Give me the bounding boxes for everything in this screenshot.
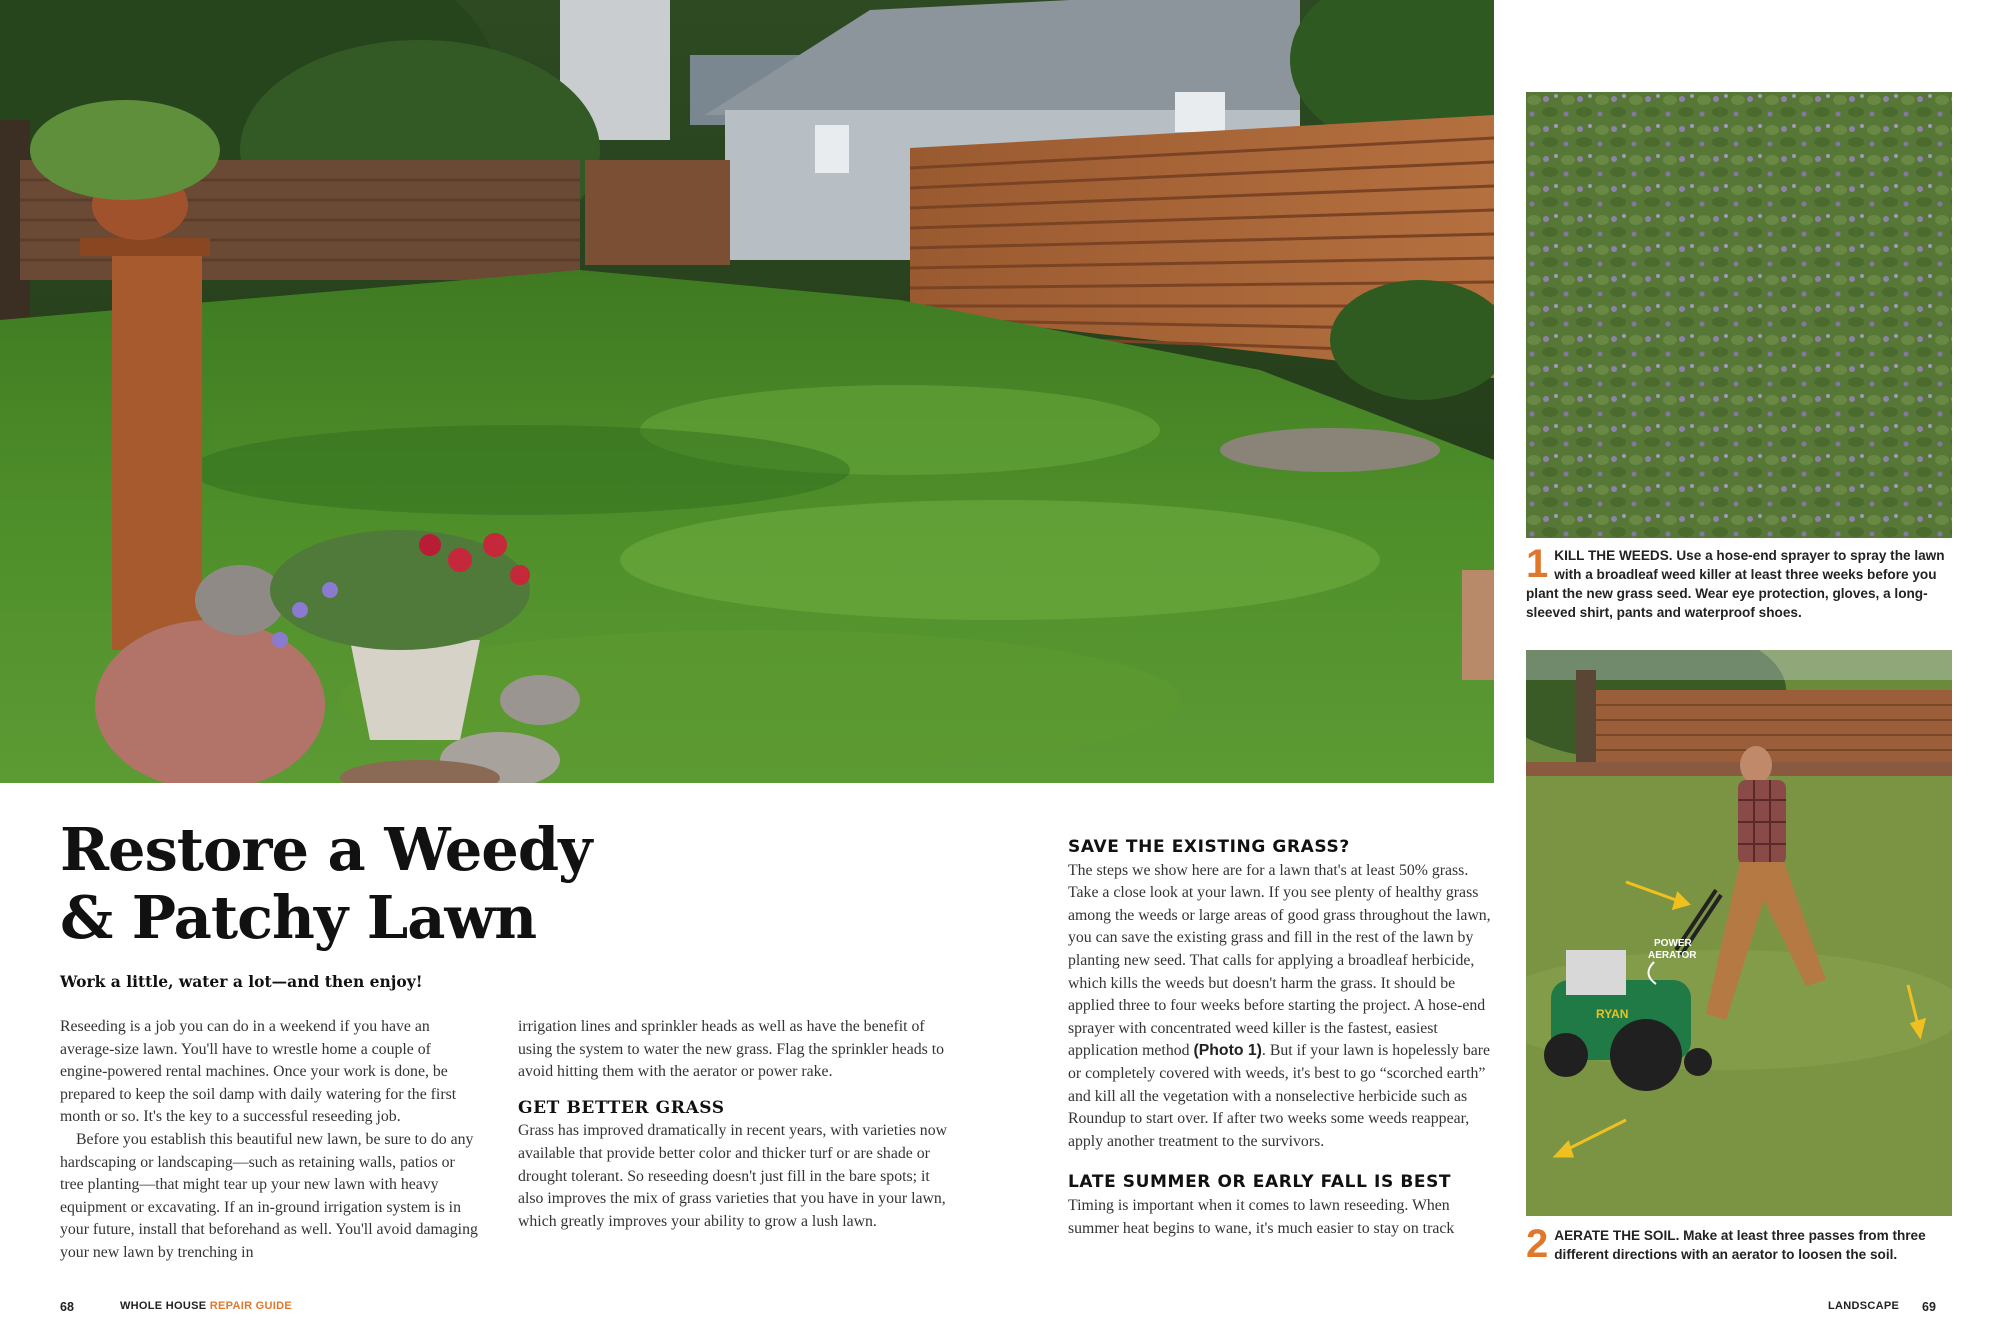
title-line-2: & Patchy Lawn <box>60 883 537 952</box>
caption-2-text: Make at least three passes from three different directions with an aerator to loosen the soil. <box>1554 1228 1926 1262</box>
body-paragraph <box>1068 860 1498 1154</box>
body-paragraph: Reseeding is a job you can do in a weekend if you have an average-size lawn. You'll have to wrestle home a couple of engine-powered rental machines. Once your work is done, be prepared to keep the soil damp with daily watering for the first month or so. It's the key to a successful reseeding job. <box>60 1018 457 1126</box>
page-number-left: 68 <box>60 1300 74 1314</box>
article-subtitle: Work a little, water a lot—and then enjoy! <box>60 972 423 991</box>
body-text: . But if your lawn is hopelessly bare or completely covered with weeds, it's best to go “scorched earth” and kill all the vegetation with a nonselective herbicide such as Roundup to start over. If after two weeks some weeds reappear, apply another treatment to the survivors. <box>1068 1042 1491 1150</box>
publication-main: WHOLE HOUSE <box>120 1300 210 1312</box>
aerator-photo <box>1526 650 1952 1216</box>
body-paragraph: Before you establish this beautiful new lawn, be sure to do any hardscaping or landscaping—such as retaining walls, patios or tree planting—that might tear up your new lawn with heavy equipment or excavating. If an in-ground irrigation system is in your future, install that beforehand as well. You'll avoid damaging your new lawn by trenching in <box>60 1130 478 1261</box>
title-line-1: Restore a Weedy <box>60 815 592 884</box>
photo-reference: (Photo 1) <box>1193 1042 1262 1060</box>
hero-backyard-photo <box>0 0 1494 783</box>
photo-1-caption <box>1526 542 1956 622</box>
caption-2-lead: AERATE THE SOIL. <box>1554 1228 1680 1243</box>
body-column-3 <box>1068 836 1498 1240</box>
section-heading-late-summer: LATE SUMMER OR EARLY FALL IS BEST <box>1068 1172 1452 1193</box>
weeds-closeup-photo <box>1526 92 1952 538</box>
body-text: The steps we show here are for a lawn that's at least 50% grass. Take a close look at your lawn. If you see plenty of healthy grass among the weeds or large areas of good grass throughout the lawn, you can save the existing grass and fill in the rest of the lawn by planting new seed. That calls for applying a broadleaf herbicide, which kills the weeds but doesn't harm the grass. It should be applied three to four weeks before starting the project. A hose-end sprayer with concentrated weed killer is the fastest, easiest application method <box>1068 861 1491 1060</box>
caption-1-lead: KILL THE WEEDS. <box>1554 548 1673 563</box>
aerator-brand-label: RYAN <box>1596 1007 1629 1021</box>
section-name: LANDSCAPE <box>1828 1300 1900 1312</box>
publication-name <box>120 1300 292 1312</box>
article-title <box>60 816 760 952</box>
body-column-1 <box>60 1016 480 1265</box>
section-heading-better-grass: GET BETTER GRASS <box>518 1097 725 1118</box>
power-aerator-label-line2: AERATOR <box>1648 950 1697 961</box>
body-paragraph: irrigation lines and sprinkler heads as well as have the benefit of using the system to water the new grass. Flag the sprinkler heads to avoid hitting them with the aerator or power rake. <box>518 1018 944 1081</box>
power-aerator-label-line1: POWER <box>1654 938 1692 949</box>
publication-accent: REPAIR GUIDE <box>209 1300 293 1312</box>
body-column-2 <box>518 1016 948 1233</box>
page-number-right: 69 <box>1922 1300 1936 1314</box>
body-paragraph: Timing is important when it comes to lawn reseeding. When summer heat begins to wane, it's much easier to stay on track <box>1068 1196 1455 1237</box>
caption-1-text: Use a hose-end sprayer to spray the lawn with a broadleaf weed killer at least three weeks before you plant the new grass seed. Wear eye protection, gloves, a long-sleeved shirt, pants and waterproof shoes. <box>1526 548 1945 620</box>
body-paragraph: Grass has improved dramatically in recent years, with varieties now available that provide better color and thicker turf or are shade or drought tolerant. So reseeding doesn't just fill in the bare spots; it also improves the mix of grass varieties that you have in your lawn, which greatly improves your ability to grow a lush lawn. <box>518 1122 948 1230</box>
step-number-2: 2 <box>1526 1222 1549 1266</box>
section-heading-save-grass: SAVE THE EXISTING GRASS? <box>1068 837 1350 857</box>
photo-2-caption <box>1526 1222 1956 1266</box>
step-number-1: 1 <box>1526 542 1549 586</box>
